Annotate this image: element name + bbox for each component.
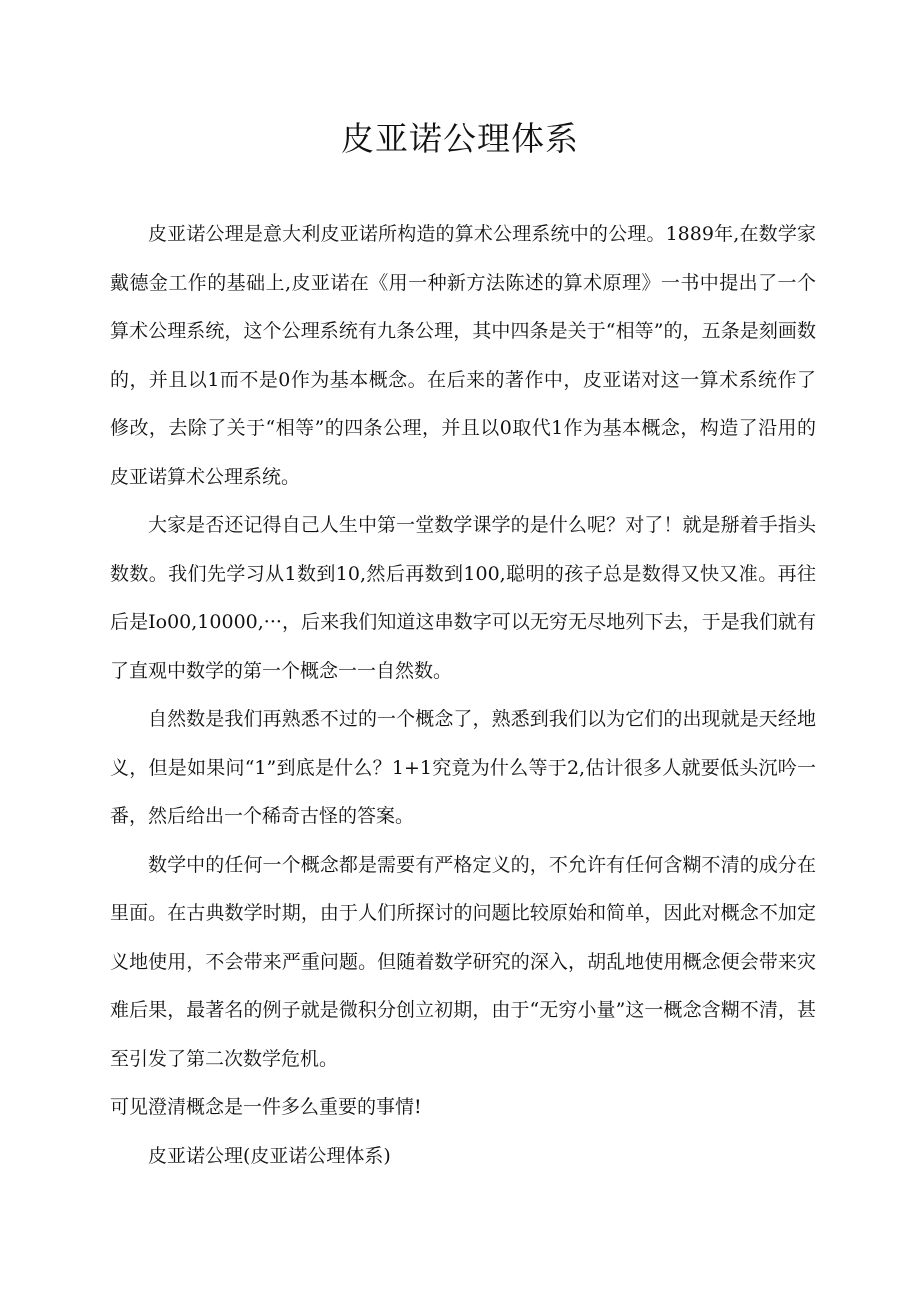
paragraph-natural-numbers: 自然数是我们再熟悉不过的一个概念了，熟悉到我们以为它们的出现就是天经地义，但是如果问“1”到底是什么？1+1究竟为什么等于2,估计很多人就要低头沉吟一番，然后给出一个稀奇古怪的答案。 <box>110 708 816 827</box>
document-body <box>110 210 816 1180</box>
paragraph-clarify-concepts: 可见澄清概念是一件多么重要的事情! <box>110 1096 422 1118</box>
document-title: 皮亚诺公理体系 <box>341 119 579 158</box>
paragraph-counting: 大家是否还记得自己人生中第一堂数学课学的是什么呢？对了！就是掰着手指头数数。我们先学习从1数到10,然后再数到100,聪明的孩子总是数得又快又准。再往后是Io00,10000,···，后来我们知道这串数字可以无穷无尽地列下去，于是我们就有了直观中数学的第一个概念一一自然数。 <box>110 514 816 682</box>
paragraph-rigorous-definition: 数学中的任何一个概念都是需要有严格定义的，不允许有任何含糊不清的成分在里面。在古典数学时期，由于人们所探讨的问题比较原始和简单，因此对概念不加定义地使用，不会带来严重问题。但随着数学研究的深入，胡乱地使用概念便会带来灾难后果，最著名的例子就是微积分创立初期，由于“无穷小量”这一概念含糊不清，甚至引发了第二次数学危机。 <box>110 853 816 1070</box>
paragraph-peano-intro: 皮亚诺公理是意大利皮亚诺所构造的算术公理系统中的公理。1889年,在数学家戴德金工作的基础上,皮亚诺在《用一种新方法陈述的算术原理》一书中提出了一个算术公理系统，这个公理系统有九条公理，其中四条是关于“相等”的，五条是刻画数的，并且以1而不是0作为基本概念。在后来的著作中，皮亚诺对这一算术系统作了修改，去除了关于“相等”的四条公理，并且以0取代1作为基本概念，构造了沿用的皮亚诺算术公理系统。 <box>110 223 816 488</box>
paragraph-section-heading: 皮亚诺公理(皮亚诺公理体系) <box>148 1144 391 1167</box>
